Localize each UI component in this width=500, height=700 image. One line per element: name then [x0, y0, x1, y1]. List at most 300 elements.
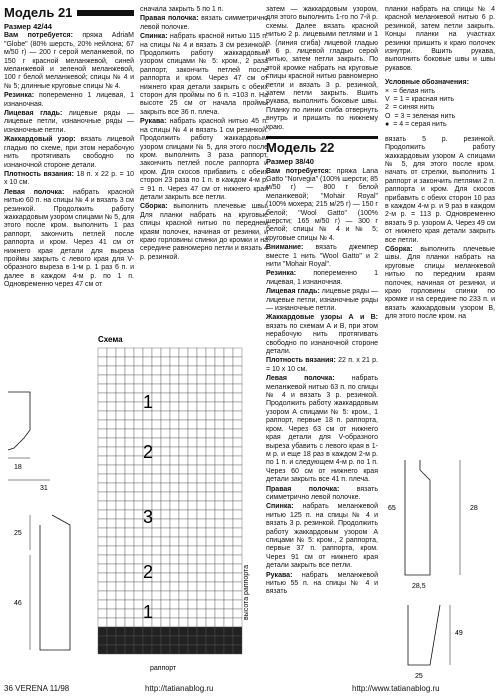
right-front-head: Правая полочка:: [266, 485, 340, 493]
chart-cell: [215, 348, 224, 357]
sleeve-text: набрать меланжевой нитью 55 п. на спицы № 4 и вязать: [266, 571, 378, 596]
chart-cell: [233, 492, 242, 501]
chart-rapport-label: раппорт: [150, 665, 177, 672]
chart-cell: [188, 609, 197, 618]
legend-label: = белая нить: [393, 87, 436, 95]
chart-cell: [170, 402, 179, 411]
chart-block-number: 1: [143, 602, 154, 622]
chart-cell: [206, 429, 215, 438]
model22-smooth: [266, 288, 378, 313]
chart-cell: [206, 501, 215, 510]
chart-cell: [179, 375, 188, 384]
chart-cell: [161, 636, 170, 645]
chart-cell: [170, 348, 179, 357]
chart-cell: [107, 420, 116, 429]
chart-cell: [206, 420, 215, 429]
chart-cell: [134, 645, 143, 654]
chart-cell: [170, 528, 179, 537]
sleeve-head: Рукава:: [266, 571, 293, 579]
chart-cell: [197, 510, 206, 519]
chart-cell: [98, 501, 107, 510]
chart-cell: [197, 528, 206, 537]
smooth-text: лицевые ряды — лицевые петли, изнаночные ряды — изнаночные петли.: [4, 110, 135, 134]
chart-cell: [107, 411, 116, 420]
chart-cell: [188, 402, 197, 411]
chart-cell: [116, 600, 125, 609]
legend-symbol: ×: [385, 87, 390, 95]
chart-cell: [206, 555, 215, 564]
chart-cell: [206, 384, 215, 393]
chart-cell: [161, 573, 170, 582]
chart-cell: [170, 501, 179, 510]
chart-cell: [98, 519, 107, 528]
note-text: вязать джемпер вместе 1 нить "Wool Gatto" и 2 нити "Mohair Royal".: [266, 244, 378, 268]
chart-cell: [206, 591, 215, 600]
note-head: Внимание:: [266, 244, 304, 252]
model21-collar-finish: планки набрать на спицы № 4 красной меланжевой нитью 6 р. резинкой, затем петли закрыть. Концы планки на участках резинки пришить к краю полочек изнутри. Вшить рукава, выполнить боковые швы и швы рукавов.: [385, 6, 495, 72]
chart-cell: [233, 636, 242, 645]
watermark-mid: http://tatianablog.ru: [145, 684, 214, 693]
jacquard-head: Жаккардовый узор:: [4, 136, 76, 144]
schematic-1-label-b: 31: [40, 485, 48, 492]
chart-cell: [188, 393, 197, 402]
chart-cell: [107, 528, 116, 537]
chart-cell: [233, 420, 242, 429]
chart-cell: [215, 582, 224, 591]
chart-cell: [224, 528, 233, 537]
chart-cell: [98, 537, 107, 546]
chart-cell: [179, 546, 188, 555]
chart-cell: [233, 618, 242, 627]
chart-cell: [125, 519, 134, 528]
assembly-text: выполнить плечевые швы. Для планки набрать на круговые спицы меланжевой нитью по передним краям полочек, начиная от резинки, и краю горловины спинки по кромке и на середине по 233 п. и вязать жаккардовым узором В, для этого после кром. на: [385, 245, 495, 321]
chart-cell: [197, 384, 206, 393]
chart-cell: [161, 402, 170, 411]
chart-cell: [143, 375, 152, 384]
materials-text: пряжа AdriaM "Globe" (80% шерсть, 20% нейлона; 67 м/50 г) — 200 г серой меланжевой, по 150 г красной меланжевой, синей меланжевой и зеленой меланжевой, 100 г белой меланжевой; спицы № 4 и № 5; длинные круговые спицы № 4.: [4, 32, 134, 90]
chart-cell: [206, 600, 215, 609]
chart-cell: [134, 384, 143, 393]
model21-rib: [4, 92, 134, 109]
chart-cell: [224, 456, 233, 465]
chart-cell: [107, 492, 116, 501]
chart-cell: [233, 429, 242, 438]
chart-cell: [107, 465, 116, 474]
chart-cell: [170, 609, 179, 618]
chart-cell: [143, 636, 152, 645]
chart-cell: [143, 357, 152, 366]
materials-text: пряжа Lana Gatto "Norvegia" (100% шерсти; 85 м/50 г) — 800 г белой меланжевой; "Mohair Royal" (100% мохера; 215 м/25 г) — 150 г белой; "Wool Gatto" (100% шерсти; 165 м/50 г) — 300 г белой; спицы № 4 и № 5; круговые спицы № 4.: [266, 167, 378, 242]
chart-cell: [179, 348, 188, 357]
chart-cell: [134, 609, 143, 618]
legend-item: [385, 113, 495, 121]
chart-cell: [107, 636, 116, 645]
chart-cell: [188, 357, 197, 366]
chart-cell: [179, 438, 188, 447]
chart-cell: [125, 528, 134, 537]
chart-height-label: высота раппорта: [243, 564, 250, 620]
chart-cell: [206, 411, 215, 420]
chart-cell: [134, 591, 143, 600]
schematic-1: [8, 392, 50, 492]
schematic-4-label-top: 49: [455, 630, 463, 637]
chart-cell: [161, 465, 170, 474]
chart-cell: [188, 591, 197, 600]
chart-cell: [161, 555, 170, 564]
chart-cell: [188, 474, 197, 483]
chart-cell: [215, 357, 224, 366]
chart-cell: [233, 438, 242, 447]
chart-cell: [215, 636, 224, 645]
smooth-text: лицевые ряды — лицевые петли, изнаночные ряды — изнаночные петли.: [266, 288, 379, 312]
chart-cell: [134, 627, 143, 636]
chart-cell: [116, 609, 125, 618]
chart-cell: [152, 393, 161, 402]
chart-cell: [107, 393, 116, 402]
chart-cell: [170, 573, 179, 582]
back-head: Спинка:: [140, 33, 168, 41]
chart-cell: [206, 636, 215, 645]
chart-cell: [125, 402, 134, 411]
chart-cell: [116, 618, 125, 627]
chart-cell: [188, 420, 197, 429]
chart-cell: [143, 645, 152, 654]
chart-cell: [197, 618, 206, 627]
chart-cell: [134, 429, 143, 438]
chart-cell: [233, 627, 242, 636]
materials-head: Вам потребуется:: [4, 32, 73, 40]
legend-symbol: O: [385, 112, 391, 120]
chart-cell: [179, 420, 188, 429]
chart-cell: [215, 573, 224, 582]
chart-cell: [197, 600, 206, 609]
model21-sleeve: [140, 118, 268, 202]
chart-cell: [224, 402, 233, 411]
chart-block-number: 3: [143, 507, 154, 527]
chart-cell: [134, 600, 143, 609]
chart-cell: [125, 357, 134, 366]
chart-cell: [134, 348, 143, 357]
chart-cell: [152, 636, 161, 645]
chart-cell: [134, 564, 143, 573]
chart-cell: [161, 483, 170, 492]
chart-cell: [125, 609, 134, 618]
chart-cell: [125, 501, 134, 510]
chart-cell: [224, 555, 233, 564]
chart-cell: [233, 447, 242, 456]
chart-cell: [233, 609, 242, 618]
chart-cell: [107, 609, 116, 618]
chart-cell: [215, 456, 224, 465]
chart-cell: [179, 429, 188, 438]
chart-cell: [134, 411, 143, 420]
diagrams-area: [0, 330, 500, 690]
chart-cell: [224, 447, 233, 456]
chart-cell: [179, 447, 188, 456]
chart-cell: [116, 627, 125, 636]
chart-cell: [152, 465, 161, 474]
chart-cell: [116, 501, 125, 510]
model22-header: [266, 136, 378, 155]
chart-cell: [161, 609, 170, 618]
chart-cell: [179, 555, 188, 564]
chart-cell: [233, 591, 242, 600]
chart-cell: [188, 384, 197, 393]
chart-cell: [170, 420, 179, 429]
chart-cell: [179, 402, 188, 411]
chart-cell: [152, 600, 161, 609]
chart-cell: [125, 645, 134, 654]
page-footer: 36 VERENA 11/98: [4, 684, 70, 693]
chart-cell: [170, 483, 179, 492]
chart-cell: [215, 402, 224, 411]
chart-cell: [116, 573, 125, 582]
chart-cell: [206, 456, 215, 465]
chart-cell: [206, 465, 215, 474]
chart-cell: [224, 393, 233, 402]
chart-cell: [152, 501, 161, 510]
chart-cell: [107, 348, 116, 357]
chart-cell: [197, 357, 206, 366]
chart-cell: [134, 519, 143, 528]
chart-cell: [152, 384, 161, 393]
left-front-head: Левая полочка:: [266, 375, 335, 383]
chart-cell: [161, 501, 170, 510]
chart-cell: [170, 591, 179, 600]
chart-cell: [206, 366, 215, 375]
chart-cell: [143, 366, 152, 375]
chart-cell: [152, 537, 161, 546]
chart-cell: [134, 375, 143, 384]
model22-column-2: [385, 6, 495, 323]
chart-cell: [134, 438, 143, 447]
chart-cell: [98, 393, 107, 402]
chart-cell: [116, 357, 125, 366]
chart-cell: [161, 627, 170, 636]
chart-cell: [197, 447, 206, 456]
chart-cell: [125, 447, 134, 456]
chart-cell: [134, 573, 143, 582]
chart-cell: [134, 528, 143, 537]
chart-cell: [107, 546, 116, 555]
chart-cell: [170, 546, 179, 555]
chart-cell: [134, 474, 143, 483]
chart-cell: [161, 492, 170, 501]
chart-cell: [116, 384, 125, 393]
chart-cell: [215, 501, 224, 510]
chart-cell: [233, 519, 242, 528]
chart-cell: [188, 564, 197, 573]
chart-cell: [152, 447, 161, 456]
chart-cell: [161, 438, 170, 447]
chart-cell: [152, 528, 161, 537]
chart-cell: [116, 528, 125, 537]
chart-cell: [197, 438, 206, 447]
chart-cell: [107, 483, 116, 492]
chart-cell: [188, 465, 197, 474]
chart-cell: [161, 582, 170, 591]
chart-cell: [107, 582, 116, 591]
chart-cell: [98, 645, 107, 654]
chart-cell: [206, 519, 215, 528]
chart-cell: [116, 366, 125, 375]
chart-cell: [134, 555, 143, 564]
jacquard-text: вязать лицевой гладью по схеме, при этом нерабочую нить протягивать свободно по изнаночной стороне детали.: [4, 136, 134, 169]
chart-cell: [215, 591, 224, 600]
chart-cell: [161, 366, 170, 375]
chart-block-number: 2: [143, 442, 154, 462]
schematic-2-label-b: 46: [14, 600, 22, 607]
chart-cell: [152, 519, 161, 528]
chart-cell: [224, 537, 233, 546]
chart-cell: [116, 411, 125, 420]
chart-cell: [215, 618, 224, 627]
model21-left-front: [4, 189, 134, 290]
chart-cell: [116, 537, 125, 546]
chart-cell: [188, 375, 197, 384]
chart-cell: [170, 555, 179, 564]
chart-cell: [233, 573, 242, 582]
chart-cell: [224, 492, 233, 501]
chart-cell: [134, 492, 143, 501]
chart-cell: [179, 564, 188, 573]
chart-cell: [224, 546, 233, 555]
chart-cell: [206, 447, 215, 456]
chart-cell: [179, 645, 188, 654]
chart-cell: [125, 483, 134, 492]
chart-cell: [215, 555, 224, 564]
legend-title: Условные обозначения:: [385, 79, 469, 87]
chart-cell: [197, 609, 206, 618]
chart-cell: [125, 429, 134, 438]
assembly-head: Сборка:: [385, 245, 413, 253]
right-front-text: вязать симметрично левой полочке.: [140, 15, 268, 31]
chart-cell: [170, 627, 179, 636]
chart-cell: [161, 420, 170, 429]
chart-cell: [188, 528, 197, 537]
model21-column: [4, 6, 134, 291]
chart-cell: [206, 537, 215, 546]
model22-title-text: Модель 22: [266, 140, 335, 156]
chart-cell: [116, 375, 125, 384]
chart-cell: [161, 564, 170, 573]
legend-label: = 4 = серая нить: [393, 121, 447, 129]
chart-cell: [107, 600, 116, 609]
chart-cell: [188, 348, 197, 357]
chart-cell: [197, 348, 206, 357]
chart-cell: [233, 366, 242, 375]
chart-cell: [125, 384, 134, 393]
chart-cell: [179, 393, 188, 402]
chart-cell: [188, 411, 197, 420]
chart-cell: [116, 492, 125, 501]
chart-cell: [170, 474, 179, 483]
chart-cell: [170, 645, 179, 654]
chart-cell: [179, 537, 188, 546]
chart-cell: [179, 618, 188, 627]
chart-cell: [215, 537, 224, 546]
chart-cell: [107, 456, 116, 465]
chart-cell: [161, 393, 170, 402]
chart-cell: [179, 483, 188, 492]
chart-cell: [224, 519, 233, 528]
chart-cell: [233, 600, 242, 609]
chart-cell: [98, 438, 107, 447]
chart-cell: [152, 474, 161, 483]
chart-cell: [161, 384, 170, 393]
right-front-text: вязать симметрично левой полочке.: [266, 485, 378, 501]
chart-cell: [179, 492, 188, 501]
chart-cell: [98, 510, 107, 519]
chart-cell: [233, 474, 242, 483]
chart-cell: [197, 645, 206, 654]
chart-cell: [152, 555, 161, 564]
density-text: 22 п. х 21 р. = 10 х 10 см.: [266, 357, 378, 373]
chart-cell: [143, 411, 152, 420]
chart-cell: [188, 510, 197, 519]
chart-cell: [107, 519, 116, 528]
chart-cell: [224, 411, 233, 420]
legend-item: [385, 96, 495, 104]
chart-cell: [98, 375, 107, 384]
chart-cell: [134, 366, 143, 375]
chart-cell: [224, 348, 233, 357]
schematic-4: [408, 605, 463, 680]
chart-cell: [125, 420, 134, 429]
chart-cell: [134, 465, 143, 474]
chart-cell: [179, 627, 188, 636]
schematic-1-label-a: 18: [14, 464, 22, 471]
chart-cell: [125, 366, 134, 375]
chart-cell: [161, 618, 170, 627]
chart-cell: [233, 348, 242, 357]
chart-cell: [188, 438, 197, 447]
chart-cell: [107, 537, 116, 546]
chart-cell: [107, 384, 116, 393]
chart-cell: [98, 429, 107, 438]
chart-cell: [179, 582, 188, 591]
chart-cell: [224, 645, 233, 654]
chart-cell: [98, 582, 107, 591]
chart-cell: [233, 510, 242, 519]
chart-cell: [152, 564, 161, 573]
chart-cell: [125, 573, 134, 582]
chart-cell: [107, 564, 116, 573]
chart-cell: [107, 375, 116, 384]
chart-cell: [188, 483, 197, 492]
chart-cell: [206, 393, 215, 402]
model21-size: Размер 42/44: [4, 22, 52, 31]
chart-cell: [215, 411, 224, 420]
schematic-4-label-bottom: 25: [415, 673, 423, 680]
chart-cell: [215, 546, 224, 555]
materials-head: Вам потребуется:: [266, 167, 332, 175]
chart-cell: [125, 537, 134, 546]
model21-finish: затем — жаккардовым узором, для этого выполнить 1-го по 7-й р. схемы. Далее вязать красной нитью 2 р. лицевыми петлями и 1 р. (линия сгиба) лицевой гладью и 6 р. лицевой гладью серой нитью, затем петли закрыть. По этой кромке набрать на круговые спицы красной нитью равномерно петли и вязать 3 р. резинкой, затем петли закрыть. Вшить рукава, выполнить боковые швы. Планку по линии сгиба отвернуть внутрь и пришить по нижнему краю.: [266, 6, 378, 131]
chart-cell: [224, 636, 233, 645]
chart-cell: [179, 591, 188, 600]
chart-cell: [215, 393, 224, 402]
chart-cell: [197, 492, 206, 501]
chart-cell: [233, 564, 242, 573]
chart-cell: [125, 438, 134, 447]
chart-cell: [206, 573, 215, 582]
knitting-chart: [98, 348, 242, 654]
chart-cell: [170, 393, 179, 402]
chart-cell: [125, 627, 134, 636]
chart-cell: [224, 618, 233, 627]
chart-cell: [224, 600, 233, 609]
